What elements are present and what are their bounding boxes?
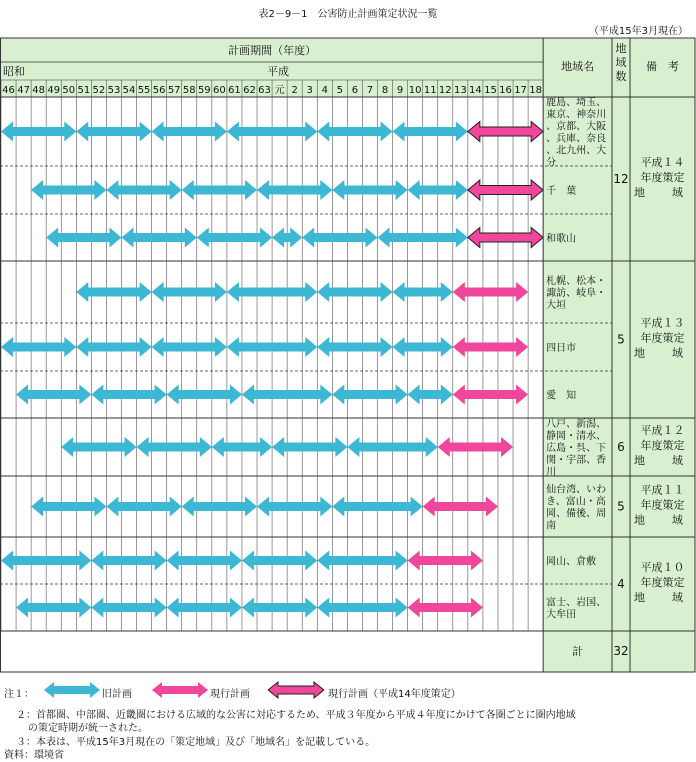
year-label: 49	[47, 85, 61, 96]
region-name-cell: 鹿島、埼玉、	[546, 97, 607, 109]
legend-h14-label: 現行計画（平成14年度策定）	[328, 689, 461, 700]
old-plan-arrow	[31, 180, 106, 200]
old-plan-arrow	[242, 598, 317, 618]
year-label: 57	[167, 85, 181, 96]
region-count-cell: 5	[617, 332, 625, 347]
remarks-cell: 平成１３	[640, 316, 685, 330]
legend-old-arrow-icon	[44, 681, 100, 699]
year-label: 14	[469, 85, 482, 96]
region-name-cell: 川	[546, 467, 557, 478]
table-title: 表2－9－1 公害防止計画策定状況一覧	[258, 9, 438, 20]
region-name-cell: 、兵庫、奈良	[546, 133, 607, 145]
old-plan-arrow	[182, 180, 257, 200]
old-plan-arrow	[167, 598, 242, 618]
year-label: 52	[92, 85, 106, 96]
year-label: 46	[2, 85, 15, 96]
remarks-cell: 地 域	[634, 454, 691, 467]
remarks-cell: 年度策定	[640, 439, 685, 452]
year-label: 元	[274, 85, 285, 96]
old-plan-arrow	[1, 337, 76, 357]
old-plan-arrow	[91, 551, 166, 571]
region-name-cell: 大牟田	[546, 609, 577, 621]
current-plan-arrow	[423, 497, 498, 517]
old-plan-arrow	[1, 122, 76, 142]
year-label: 48	[32, 85, 46, 96]
old-plan-arrow	[393, 122, 468, 142]
current-plan-arrow	[438, 437, 513, 457]
year-label: 62	[243, 85, 256, 96]
old-plan-arrow	[167, 385, 242, 405]
remarks-cell: 地 域	[634, 591, 691, 604]
note2-continued: の策定時期が統一された。	[28, 723, 148, 734]
region-name-cell: 富士、岩国、	[546, 597, 607, 609]
current-plan-arrow	[453, 282, 528, 302]
year-label: 60	[213, 85, 226, 96]
old-plan-arrow	[242, 551, 317, 571]
year-label: 47	[17, 85, 30, 96]
region-name-cell: 千 葉	[546, 186, 577, 197]
legend-old-label: 旧計画	[102, 689, 132, 700]
legend-h14-arrow-icon	[268, 681, 324, 699]
year-label: 51	[77, 85, 91, 96]
old-plan-arrow	[61, 437, 136, 457]
remarks-cell: 年度策定	[640, 331, 685, 345]
year-label: 3	[306, 85, 313, 96]
region-count-header: 域	[615, 56, 627, 69]
old-plan-arrow	[106, 180, 181, 200]
current-plan-arrow	[453, 337, 528, 357]
old-plan-arrow	[137, 437, 212, 457]
source: 資料：環境省	[4, 750, 64, 761]
old-plan-arrow	[46, 228, 121, 248]
region-name-cell: 八戸、新潟、	[546, 419, 607, 430]
old-plan-arrow	[257, 497, 332, 517]
old-plan-arrow	[317, 337, 392, 357]
old-plan-arrow	[317, 122, 392, 142]
year-label: 56	[152, 85, 166, 96]
era-heisei-label: 平成	[267, 65, 290, 78]
remarks-header: 備 考	[646, 60, 679, 73]
year-label: 54	[122, 85, 136, 96]
region-count-cell: 4	[617, 577, 625, 591]
old-plan-arrow	[106, 497, 181, 517]
region-name-cell: 仙台湾、いわ	[546, 484, 607, 496]
region-name-cell: 東京、神奈川	[546, 109, 607, 121]
year-label: 18	[529, 85, 542, 96]
year-label: 5	[336, 85, 344, 96]
old-plan-arrow	[121, 228, 196, 248]
note2: ２：首都圏、中部圏、近畿圏における広域的な公害に対応するため、平成３年度から平成４年度にかけて各圏ごとに圏内地域	[16, 710, 576, 721]
region-name-cell: 岡、備後、周	[546, 508, 607, 520]
current-plan-arrow	[468, 180, 543, 200]
region-name-cell: 大垣	[546, 300, 567, 311]
current-plan-arrow	[468, 228, 543, 248]
region-name-header: 地域名	[561, 60, 595, 73]
old-plan-arrow	[408, 385, 453, 405]
region-count-header: 地	[615, 42, 627, 55]
year-label: 9	[396, 85, 404, 96]
remarks-cell: 平成１２	[640, 424, 685, 437]
region-name-cell: 岡山、倉敷	[546, 556, 597, 568]
region-count-header: 数	[615, 70, 627, 83]
year-label: 7	[366, 85, 374, 96]
year-label: 2	[291, 85, 298, 96]
old-plan-arrow	[152, 337, 227, 357]
year-label: 6	[351, 85, 359, 96]
year-label: 15	[484, 85, 497, 96]
current-plan-arrow	[453, 385, 528, 405]
region-name-cell: き、富山・高	[546, 496, 606, 508]
legend-current-label: 現行計画	[210, 689, 250, 700]
as-of-date: （平成15年3月現在）	[588, 26, 688, 37]
remarks-cell: 年度策定	[640, 171, 685, 184]
note1-prefix: 注１：	[4, 689, 34, 700]
old-plan-arrow	[272, 437, 347, 457]
region-name-cell: 静岡・清水、	[546, 431, 607, 442]
region-count-cell: 6	[617, 440, 625, 454]
remarks-cell: 平成１１	[640, 483, 685, 497]
region-name-cell: 愛 知	[546, 390, 577, 402]
region-name-cell: 南	[546, 520, 557, 532]
year-label: 55	[137, 85, 151, 96]
old-plan-arrow	[76, 337, 151, 357]
region-name-cell: 諏訪、岐阜・	[546, 288, 607, 299]
old-plan-arrow	[197, 228, 272, 248]
old-plan-arrow	[31, 497, 106, 517]
current-plan-arrow	[408, 551, 483, 571]
region-name-cell: 関・宇部、香	[546, 455, 607, 466]
year-label: 53	[107, 85, 121, 96]
region-count-cell: 5	[617, 499, 625, 514]
remarks-cell: 平成１４	[640, 156, 685, 169]
year-label: 59	[197, 85, 211, 96]
old-plan-arrow	[76, 122, 151, 142]
remarks-cell: 年度策定	[640, 576, 685, 589]
year-label: 4	[321, 85, 328, 96]
old-plan-arrow	[167, 551, 242, 571]
year-label: 17	[514, 85, 527, 96]
remarks-cell: 平成１０	[640, 561, 685, 574]
region-name-cell: 札幌、松本・	[546, 276, 607, 287]
current-plan-arrow	[468, 122, 543, 142]
region-name-cell: 、京都、大阪	[546, 121, 607, 133]
current-plan-arrow	[408, 598, 483, 618]
year-label: 63	[258, 85, 271, 96]
old-plan-arrow	[152, 282, 227, 302]
region-name-cell: 和歌山	[546, 233, 577, 245]
old-plan-arrow	[16, 385, 91, 405]
old-plan-arrow	[317, 282, 392, 302]
year-label: 16	[499, 85, 512, 96]
year-label: 8	[381, 85, 389, 96]
old-plan-arrow	[332, 385, 407, 405]
year-label: 10	[408, 85, 422, 96]
old-plan-arrow	[91, 598, 166, 618]
old-plan-arrow	[302, 228, 377, 248]
old-plan-arrow	[332, 180, 407, 200]
old-plan-arrow	[16, 598, 91, 618]
region-name-cell: 四日市	[546, 343, 577, 354]
year-label: 12	[438, 85, 452, 96]
region-name-cell: 広島・呉、下	[546, 443, 607, 454]
remarks-cell: 年度策定	[640, 498, 685, 512]
region-name-cell: 、北九州、大	[546, 145, 607, 157]
period-header: 計画期間（年度）	[228, 44, 317, 57]
note3: ３：本表は、平成15年3月現在の「策定地域」及び「地域名」を記載している。	[16, 737, 376, 748]
old-plan-arrow	[152, 122, 227, 142]
old-plan-arrow	[76, 282, 151, 302]
total-count: 32	[613, 644, 629, 658]
year-label: 58	[182, 85, 196, 96]
region-name-cell: 分	[546, 157, 557, 169]
year-label: 11	[423, 85, 437, 96]
era-showa-label: 昭和	[3, 65, 25, 78]
legend-current-arrow-icon	[152, 681, 208, 699]
year-label: 13	[453, 85, 467, 96]
old-plan-arrow	[182, 497, 257, 517]
year-label: 61	[228, 85, 241, 96]
old-plan-arrow	[257, 180, 332, 200]
old-plan-arrow	[91, 385, 166, 405]
remarks-cell: 地 域	[634, 513, 691, 527]
total-label: 計	[572, 645, 584, 658]
year-label: 50	[62, 85, 76, 96]
region-count-cell: 12	[613, 172, 629, 186]
remarks-cell: 地 域	[634, 346, 691, 360]
remarks-cell: 地 域	[634, 186, 691, 199]
